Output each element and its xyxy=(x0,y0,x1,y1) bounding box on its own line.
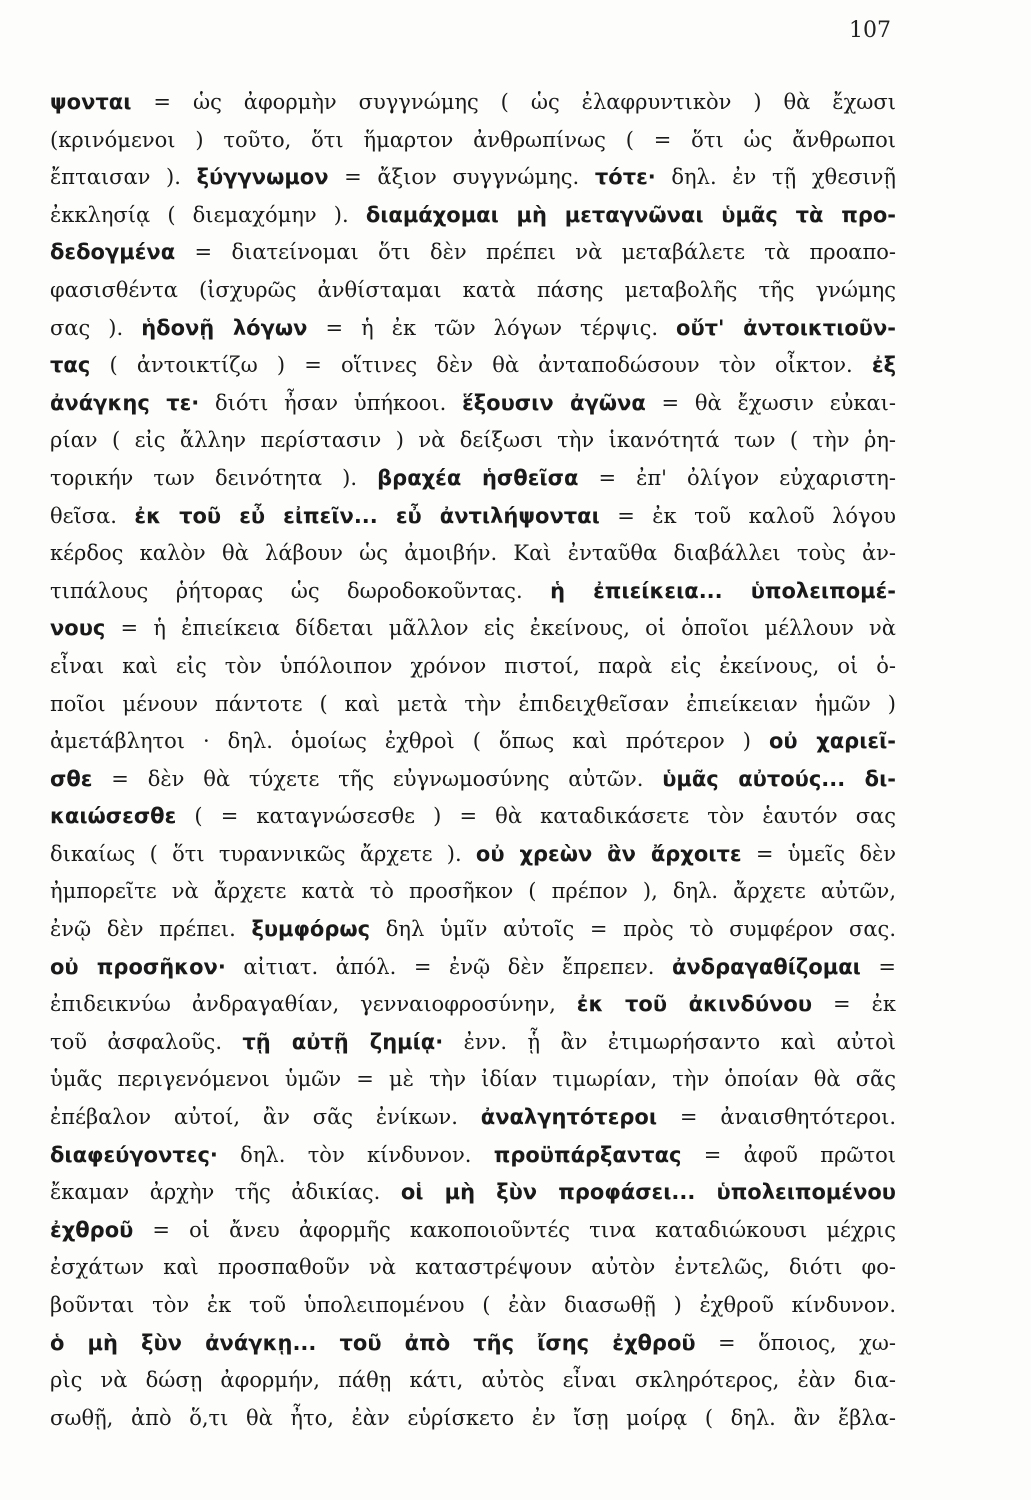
text-line xyxy=(50,1400,896,1438)
text-span: τοῦ ἀσφαλοῦς. xyxy=(50,1029,243,1054)
text-span: = ἀφοῦ πρῶτοι xyxy=(681,1142,896,1167)
text-span: φασισθέντα (ἰσχυρῶς ἀνθίσταμαι κατὰ πάσης μεταβολῆς τῆς γνώμης xyxy=(50,277,896,302)
text-line xyxy=(50,1362,896,1400)
lemma-term: ξυμφόρως xyxy=(251,917,371,942)
text-line xyxy=(50,573,896,611)
lemma-term: ἐξ xyxy=(871,353,896,378)
text-span: = ὅποιος, χω- xyxy=(695,1330,896,1355)
commentary-text xyxy=(50,84,896,1437)
text-line xyxy=(50,1249,896,1287)
lemma-term: ἀναλγητότεροι xyxy=(480,1105,658,1130)
lemma-term: ἡδονῇ λόγων xyxy=(141,315,308,340)
text-span: = xyxy=(860,954,896,979)
lemma-term: ἡ ἐπιείκεια... ὑπολειπομέ- xyxy=(550,578,896,603)
text-span: = ἐπ' ὀλίγον εὐχαριστη- xyxy=(578,465,896,490)
text-span: δηλ ὑμῖν αὐτοῖς = πρὸς τὸ συμφέρον σας. xyxy=(370,917,896,942)
text-span: = ἄξιον συγγνώμης. xyxy=(328,165,595,190)
text-line xyxy=(50,686,896,724)
text-span: ἐπέβαλον αὐτοί, ἂν σᾶς ἐνίκων. xyxy=(50,1105,481,1130)
lemma-term: τας xyxy=(50,353,91,378)
text-span: σωθῇ, ἀπὸ ὅ,τι θὰ ἦτο, ἐὰν εὑρίσκετο ἐν ἴσῃ μοίρᾳ ( δηλ. ἂν ἔβλα- xyxy=(50,1405,896,1430)
text-span: ἀμετάβλητοι · δηλ. ὁμοίως ἐχθροὶ ( ὅπως καὶ πρότερον ) xyxy=(50,729,769,754)
text-line xyxy=(50,648,896,686)
text-span: = θὰ ἔχωσιν εὐκαι- xyxy=(645,390,896,415)
text-line xyxy=(50,949,896,987)
text-span: ρίαν ( εἰς ἄλλην περίστασιν ) νὰ δείξωσι τὴν ἱκανότητά των ( τὴν ῥη- xyxy=(50,428,896,453)
lemma-term: διαμάχομαι μὴ μεταγνῶναι ὑμᾶς τὰ προ- xyxy=(365,202,897,227)
text-span: ἐνῷ δὲν πρέπει. xyxy=(50,917,252,942)
text-span: ἐπιδεικνύω ἀνδραγαθίαν, γενναιοφροσύνην, xyxy=(50,992,577,1017)
text-line xyxy=(50,535,896,573)
text-line xyxy=(50,1024,896,1062)
text-span: = ἡ ἐπιείκεια δίδεται μᾶλλον εἰς ἐκείνους, οἱ ὁποῖοι μέλλουν νὰ xyxy=(105,616,896,641)
text-line xyxy=(50,422,896,460)
text-span: = δὲν θὰ τύχετε τῆς εὐγνωμοσύνης αὐτῶν. xyxy=(92,766,663,791)
text-line xyxy=(50,159,896,197)
text-line xyxy=(50,1099,896,1137)
text-span: ὑμᾶς περιγενόμενοι ὑμῶν = μὲ τὴν ἰδίαν τιμωρίαν, τὴν ὁποίαν θὰ σᾶς xyxy=(50,1067,896,1092)
text-span: = ἐκ τοῦ καλοῦ λόγου xyxy=(599,503,896,528)
lemma-term: προϋπάρξαντας xyxy=(493,1142,682,1167)
lemma-term: σθε xyxy=(50,766,93,791)
text-line xyxy=(50,310,896,348)
text-span: ἠμπορεῖτε νὰ ἄρχετε κατὰ τὸ προσῆκον ( πρέπον ), δηλ. ἄρχετε αὐτῶν, xyxy=(50,879,896,904)
lemma-term: ἀνδραγαθίζομαι xyxy=(671,954,861,979)
text-line xyxy=(50,1061,896,1099)
text-span: τορικήν των δεινότητα ). xyxy=(50,465,378,490)
text-line xyxy=(50,723,896,761)
text-span: δηλ. ἐν τῇ χθεσινῇ xyxy=(655,165,896,190)
text-line xyxy=(50,873,896,911)
text-line xyxy=(50,1287,896,1325)
text-span: διότι ἦσαν ὑπήκοοι. xyxy=(199,390,463,415)
text-line xyxy=(50,1325,896,1363)
text-span: ἐσχάτων καὶ προσπαθοῦν νὰ καταστρέψουν αὐτὸν ἐντελῶς, διότι φο- xyxy=(50,1255,896,1280)
text-line xyxy=(50,610,896,648)
text-line xyxy=(50,460,896,498)
lemma-term: δεδογμένα xyxy=(50,240,176,265)
text-span: = ἀναισθητότεροι. xyxy=(657,1105,896,1130)
text-span: = ἐκ xyxy=(812,992,896,1017)
lemma-term: ἐκ τοῦ ἀκινδύνου xyxy=(576,992,813,1017)
text-line xyxy=(50,836,896,874)
text-span: θεῖσα. xyxy=(50,503,135,528)
text-span: κέρδος καλὸν θὰ λάβουν ὡς ἀμοιβήν. Καὶ ἐνταῦθα διαβάλλει τοὺς ἀν- xyxy=(50,541,896,566)
lemma-term: τότε· xyxy=(594,165,656,190)
text-line xyxy=(50,798,896,836)
text-line xyxy=(50,122,896,160)
text-line xyxy=(50,911,896,949)
text-line xyxy=(50,385,896,423)
text-span: = ὡς ἀφορμὴν συγγνώμης ( ὡς ἐλαφρυντικὸν ) θὰ ἔχωσι xyxy=(131,90,896,114)
text-span: βοῦνται τὸν ἐκ τοῦ ὑπολειπομένου ( ἐὰν διασωθῇ ) ἐχθροῦ κίνδυνον. xyxy=(50,1293,896,1317)
lemma-term: διαφεύγοντες· xyxy=(50,1142,218,1167)
text-span: = ὑμεῖς δὲν xyxy=(741,841,896,866)
text-span: ἔπταισαν ). xyxy=(50,165,197,190)
text-span: = διατείνομαι ὅτι δὲν πρέπει νὰ μεταβάλετε τὰ προαπο- xyxy=(175,240,896,265)
lemma-term: οἱ μὴ ξὺν προφάσει... ὑπολειπομένου xyxy=(400,1180,896,1205)
lemma-term: οὐ χαριεῖ- xyxy=(768,729,896,754)
text-span: ἐνν. ᾗ ἂν ἐτιμωρήσαντο καὶ αὐτοὶ xyxy=(443,1029,896,1054)
lemma-term: νους xyxy=(50,616,106,641)
text-span: = οἱ ἄνευ ἀφορμῆς κακοποιοῦντές τινα καταδιώκουσι μέχρις xyxy=(133,1217,896,1242)
text-line xyxy=(50,498,896,536)
lemma-term: ξύγγνωμον xyxy=(196,165,329,190)
lemma-term: ἀνάγκης τε· xyxy=(50,390,200,415)
text-span: εἶναι καὶ εἰς τὸν ὑπόλοιπον χρόνον πιστοί, παρὰ εἰς ἐκείνους, οἱ ὁ- xyxy=(50,653,896,678)
text-line xyxy=(50,761,896,799)
lemma-term: ἐχθροῦ xyxy=(50,1217,134,1242)
text-span: = ἡ ἐκ τῶν λόγων τέρψις. xyxy=(307,315,677,340)
lemma-term: οὐ προσῆκον· xyxy=(50,954,226,979)
text-line xyxy=(50,234,896,272)
lemma-term: ἕξουσιν ἀγῶνα xyxy=(462,390,646,415)
text-span: ( ἀντοικτίζω ) = οἵτινες δὲν θὰ ἀνταποδώσουν τὸν οἶκτον. xyxy=(90,353,872,378)
page-number: 107 xyxy=(849,18,891,43)
text-line xyxy=(50,347,896,385)
lemma-term: καιώσεσθε xyxy=(50,804,177,829)
lemma-term: ἐκ τοῦ εὖ εἰπεῖν... εὖ ἀντιλήψονται xyxy=(134,503,600,528)
lemma-term: βραχέα ἡσθεῖσα xyxy=(377,465,579,490)
lemma-term: τῇ αὐτῇ ζημίᾳ· xyxy=(242,1029,444,1054)
text-span: (κρινόμενοι ) τοῦτο, ὅτι ἥμαρτον ἀνθρωπίνως ( = ὅτι ὡς ἄνθρωποι xyxy=(50,127,896,152)
text-span: δικαίως ( ὅτι τυραννικῶς ἄρχετε ). xyxy=(50,841,476,866)
text-span: σας ). xyxy=(50,315,142,340)
text-span: ( = καταγνώσεσθε ) = θὰ καταδικάσετε τὸν ἑαυτόν σας xyxy=(176,804,896,829)
text-line xyxy=(50,1137,896,1175)
text-span: αἰτιατ. ἀπόλ. = ἐνῷ δὲν ἔπρεπεν. xyxy=(225,954,672,979)
text-span: ἐκκλησίᾳ ( διεμαχόμην ). xyxy=(50,202,366,227)
text-line xyxy=(50,1212,896,1250)
text-span: δηλ. τὸν κίνδυνον. xyxy=(217,1142,494,1167)
text-line xyxy=(50,197,896,235)
lemma-term: ψονται xyxy=(50,90,132,114)
text-line xyxy=(50,84,896,122)
text-line xyxy=(50,272,896,310)
text-line xyxy=(50,986,896,1024)
text-span: ἔκαμαν ἀρχὴν τῆς ἀδικίας. xyxy=(50,1180,401,1205)
lemma-term: οὔτ' ἀντοικτιοῦν- xyxy=(676,315,897,340)
text-span: ποῖοι μένουν πάντοτε ( καὶ μετὰ τὴν ἐπιδειχθεῖσαν ἐπιείκειαν ἡμῶν ) xyxy=(50,691,896,716)
lemma-term: οὐ χρεὼν ἂν ἄρχοιτε xyxy=(475,841,742,866)
text-line xyxy=(50,1174,896,1212)
text-span: τιπάλους ῥήτορας ὡς δωροδοκοῦντας. xyxy=(50,578,551,603)
lemma-term: ὁ μὴ ξὺν ἀνάγκῃ... τοῦ ἀπὸ τῆς ἴσης ἐχθροῦ xyxy=(50,1330,696,1355)
text-span: ρὶς νὰ δώσῃ ἀφορμήν, πάθῃ κάτι, αὐτὸς εἶναι σκληρότερος, ἐὰν δια- xyxy=(50,1368,896,1393)
lemma-term: ὑμᾶς αὐτούς... δι- xyxy=(662,766,896,791)
